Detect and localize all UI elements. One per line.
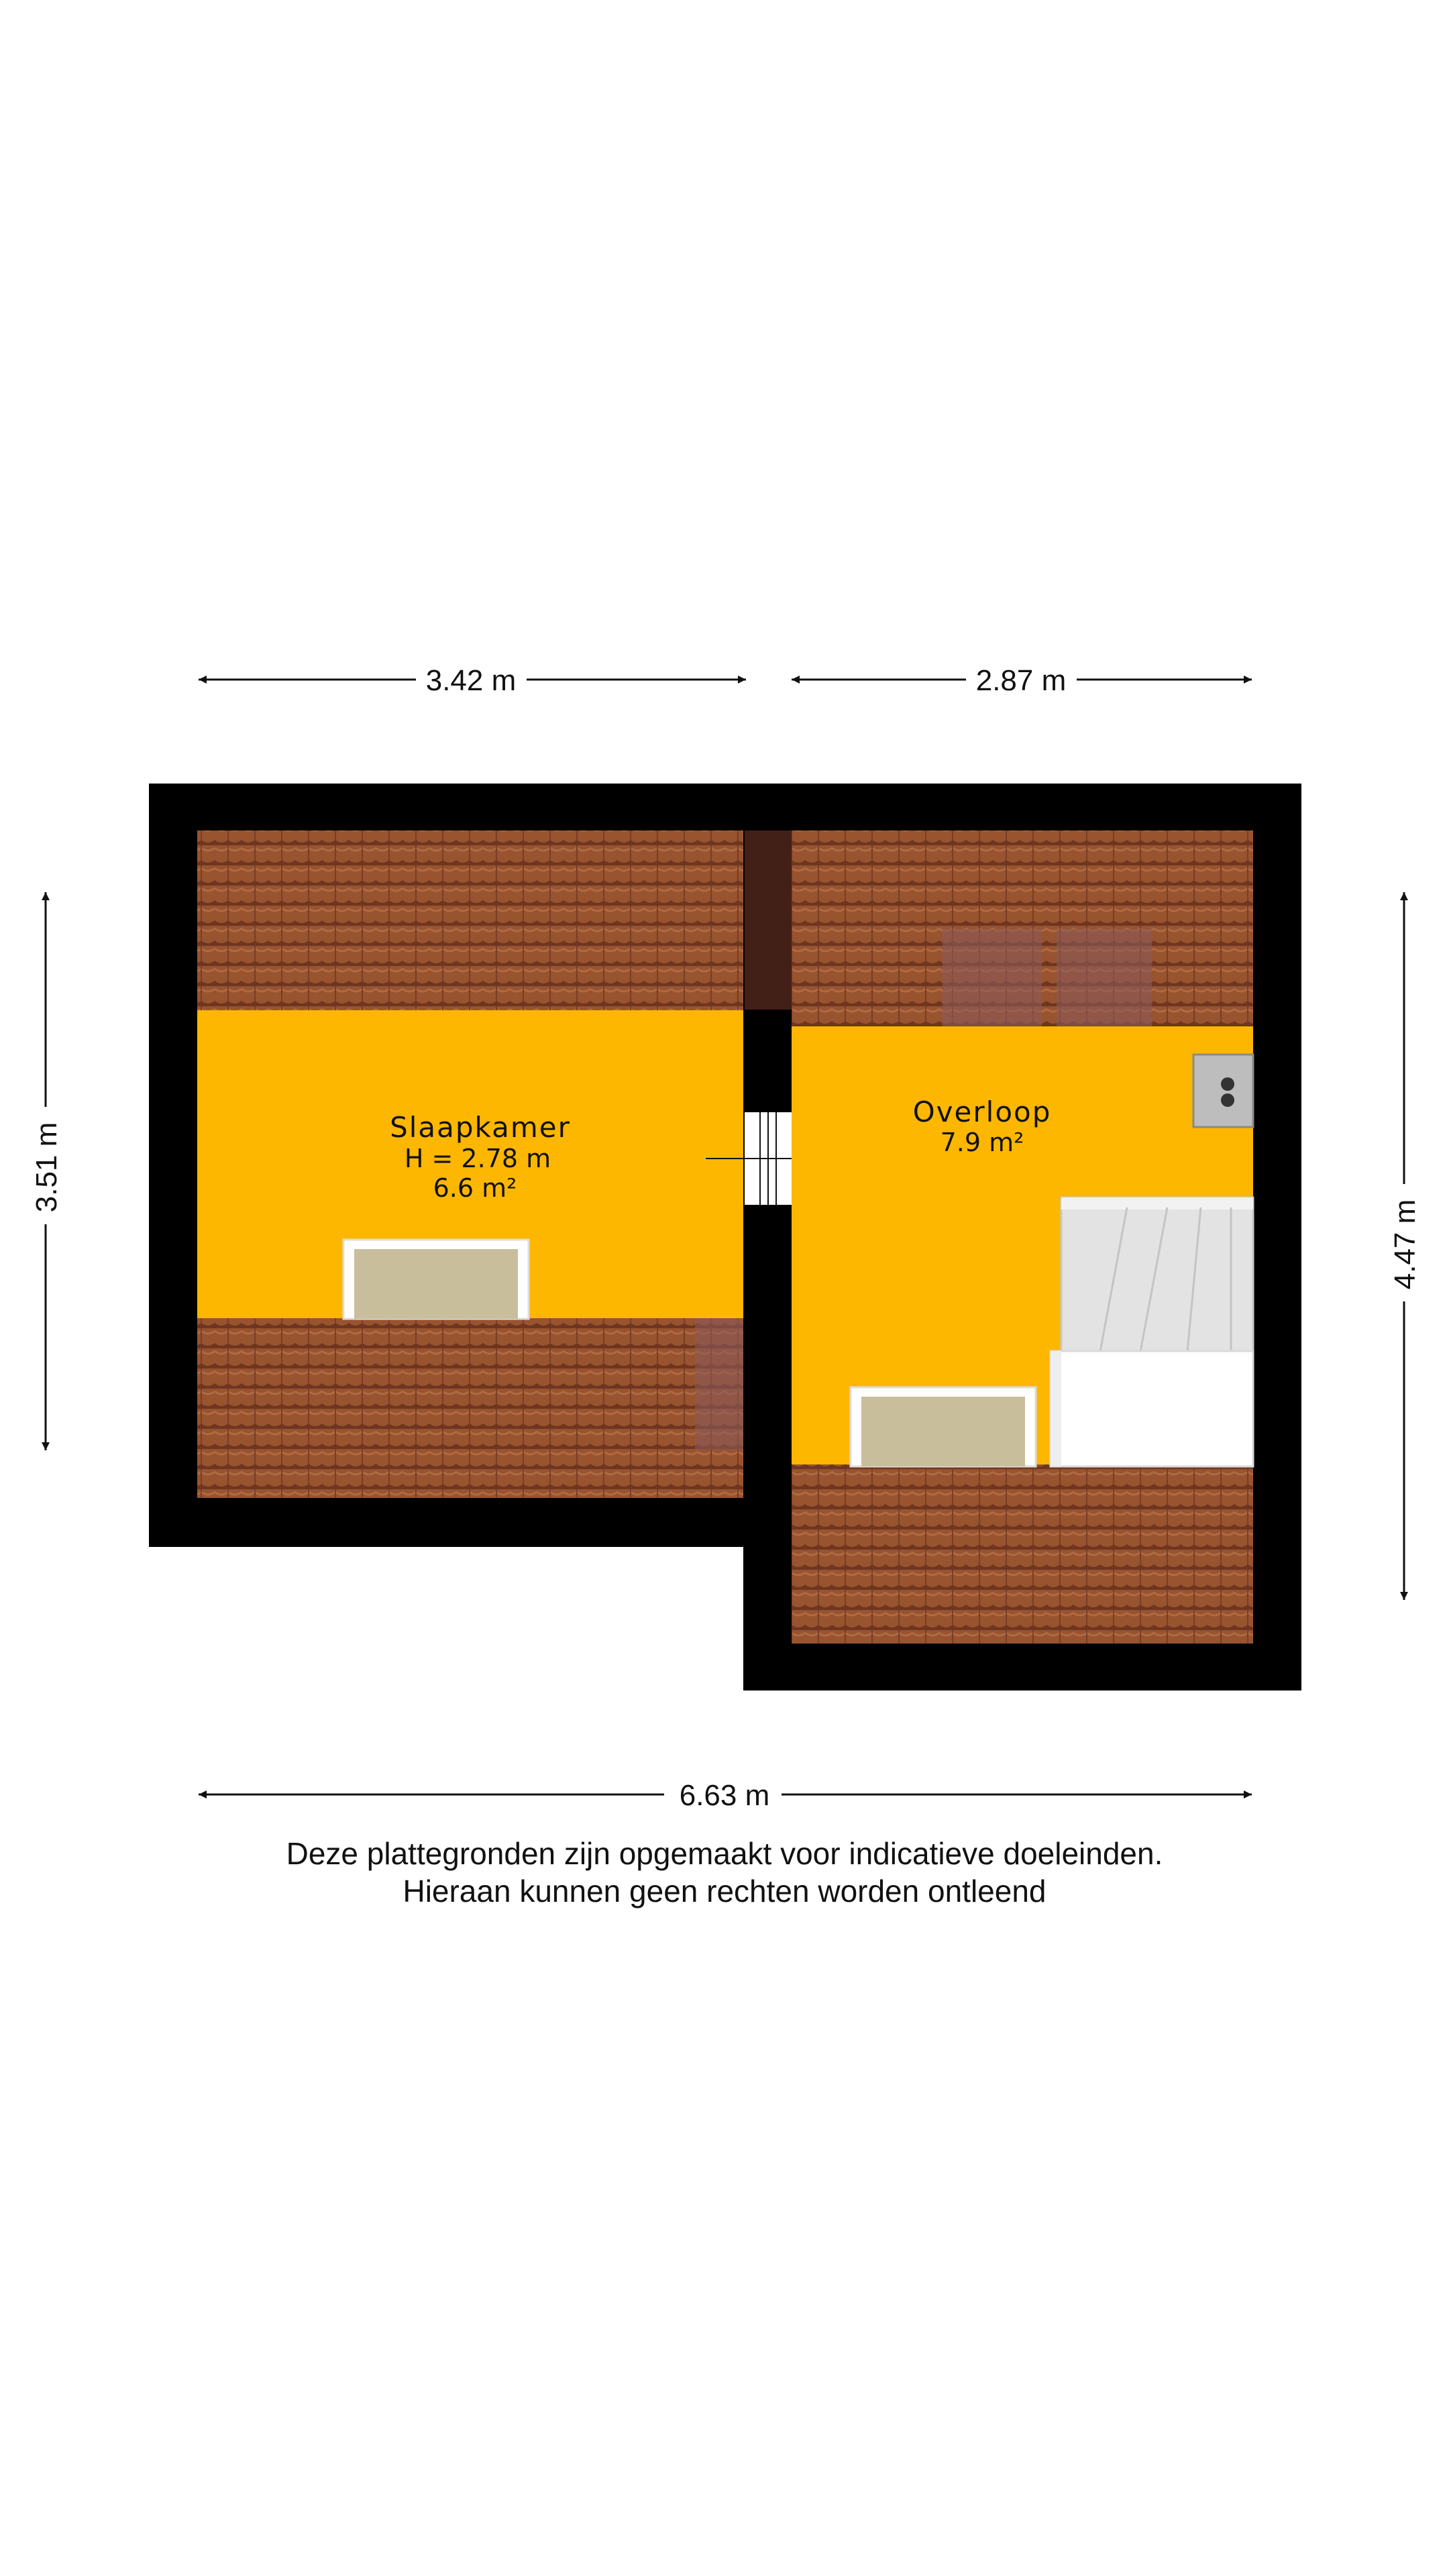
- roof-window-right: [851, 1387, 1036, 1466]
- disclaimer-line-2: Hieraan kunnen geen rechten worden ontleend: [402, 1874, 1046, 1909]
- disclaimer: [0, 1835, 1449, 1910]
- room-overloop-area: 7.9 m²: [940, 1128, 1024, 1157]
- dimension-top-right-label: 2.87 m: [975, 664, 1067, 697]
- dimension-right-label: 4.47 m: [1389, 1199, 1421, 1290]
- dimension-top-right: [792, 664, 1252, 697]
- dimension-bottom-label: 6.63 m: [679, 1779, 770, 1812]
- roof-top-left: [197, 830, 743, 1010]
- dimension-top-left: [199, 664, 746, 697]
- dimension-right: [1389, 892, 1421, 1600]
- chimney-icon: [1193, 1055, 1253, 1127]
- dimension-left: [30, 892, 63, 1450]
- room-overloop-name: Overloop: [912, 1095, 1052, 1128]
- roof-bottom-right: [792, 1464, 1253, 1644]
- roof-window-left: [343, 1240, 529, 1319]
- dimension-left-label: 3.51 m: [30, 1122, 63, 1213]
- dimension-bottom: [199, 1779, 1252, 1812]
- roof-bottom-left: [197, 1318, 743, 1498]
- disclaimer-line-1: Deze plattegronden zijn opgemaakt voor indicatieve doeleinden.: [286, 1836, 1163, 1871]
- room-slaapkamer-area: 6.6 m²: [433, 1173, 517, 1203]
- room-slaapkamer-name: Slaapkamer: [390, 1111, 571, 1144]
- dimension-top-left-label: 3.42 m: [425, 664, 517, 697]
- staircase: [1051, 1197, 1253, 1466]
- room-slaapkamer-height: H = 2.78 m: [404, 1144, 551, 1173]
- room-overloop: [792, 830, 1254, 1644]
